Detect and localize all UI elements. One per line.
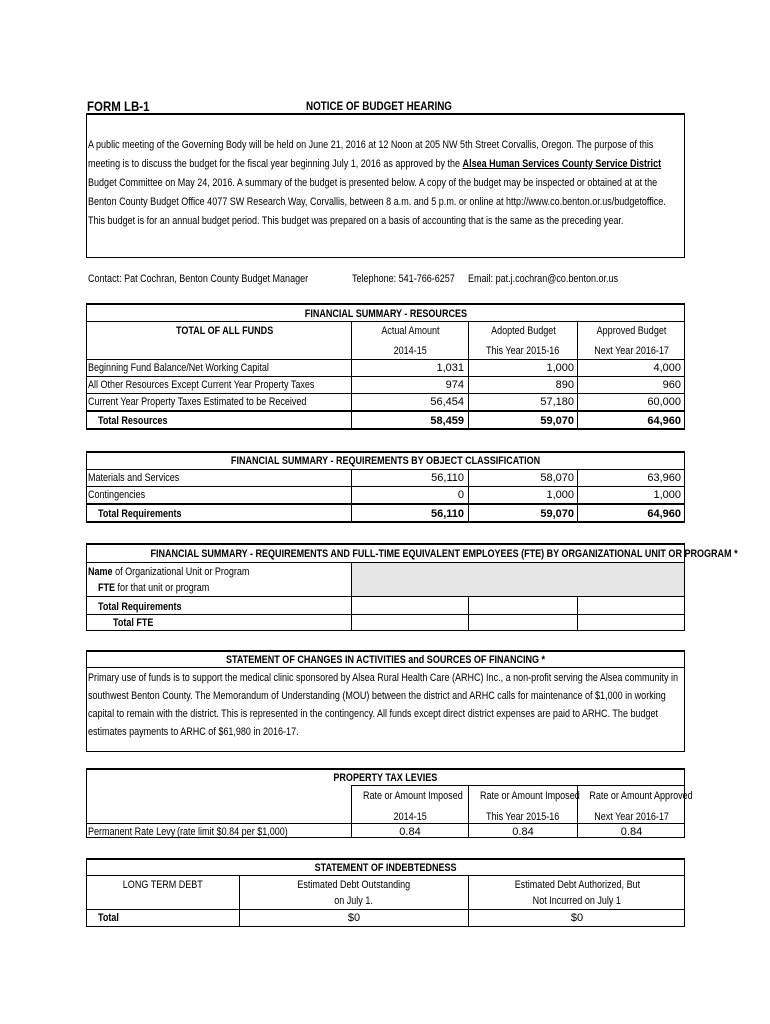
- requirement-row-value: 63,960: [647, 472, 681, 484]
- total-resources-value: 59,070: [540, 415, 574, 427]
- resources-title: FINANCIAL SUMMARY - RESOURCES: [304, 308, 467, 320]
- tax-col2-year: This Year 2015-16: [486, 811, 560, 823]
- resource-row-value: 57,180: [540, 396, 574, 408]
- resource-row-value: 1,000: [546, 362, 574, 374]
- changes-title: STATEMENT OF CHANGES IN ACTIVITIES and SOURCES OF FINANCING *: [225, 654, 546, 666]
- resource-row-value: 960: [662, 379, 681, 391]
- debt-total-label: Total: [98, 912, 119, 924]
- resource-row-label: Beginning Fund Balance/Net Working Capital: [88, 362, 269, 374]
- resource-row-value: 890: [555, 379, 574, 391]
- debt-row-header: LONG TERM DEBT: [122, 879, 203, 891]
- col-adopted-header: Adopted Budget: [490, 325, 556, 337]
- col-actual-header: Actual Amount: [380, 325, 440, 337]
- tax-title: PROPERTY TAX LEVIES: [333, 772, 438, 784]
- contact-phone: Telephone: 541-766-6257: [352, 273, 455, 285]
- notice-paragraph: A public meeting of the Governing Body will be held on June 21, 2016 at 12 Noon at 205 NW 5th Street Corvallis, Oregon. The purpose of this meeting is to discuss the budget for the fiscal year beginning July 1, 2016 as approved by the Alsea Human Services County Service District Budget Committee on May 24, 2016. A summary of the budget is presented below. A copy of the budget may be inspected or obtained at at the Benton County Budget Office 4077 SW Research Way, Corvallis, between 8 a.m. and 5 p.m. or online at http://www.co.benton.or.us/budgetoffice. This budget is for an annual budget period. This budget was prepared on a basis of accounting that is the same as the preceding year.: [88, 139, 666, 227]
- debt-col2-header: Estimated Debt Authorized, But: [514, 879, 640, 891]
- resource-row-label: Current Year Property Taxes Estimated to be Received: [88, 396, 307, 408]
- requirement-row-label: Materials and Services: [88, 472, 180, 484]
- col-approved-year: Next Year 2016-17: [594, 345, 669, 357]
- total-resources-value: 64,960: [647, 415, 681, 427]
- changes-text: Primary use of funds is to support the medical clinic sponsored by Alsea Rural Health Care (ARHC) Inc., a non-profit serving the Alsea community in southwest Benton County. The Memorandum of Understanding (MOU) between the district and ARHC calls for maintenance of $1,000 in working capital to remain with the district. This is represented in the contingency. All funds except direct district expenses are paid to ARHC. The budget estimates payments to ARHC of $61,980 in 2016-17.: [88, 672, 679, 738]
- requirement-row-value: 58,070: [540, 472, 574, 484]
- resource-row-value: 56,454: [430, 396, 464, 408]
- debt-value: $0: [347, 912, 361, 924]
- fte-total-fte: Total FTE: [113, 617, 154, 629]
- fte-total-requirements: Total Requirements: [98, 601, 182, 613]
- requirements-title: FINANCIAL SUMMARY - REQUIREMENTS BY OBJECT CLASSIFICATION: [230, 455, 541, 467]
- total-resources-label: Total Resources: [98, 415, 168, 427]
- tax-col1-year: 2014-15: [393, 811, 427, 823]
- requirement-row-value: 1,000: [653, 489, 681, 501]
- col-adopted-year: This Year 2015-16: [486, 345, 560, 357]
- total-resources-value: 58,459: [430, 415, 464, 427]
- total-requirements-value: 64,960: [647, 508, 681, 520]
- requirement-row-value: 1,000: [546, 489, 574, 501]
- debt-col1-header: Estimated Debt Outstanding: [297, 879, 411, 891]
- resources-row-header: TOTAL OF ALL FUNDS: [176, 325, 274, 337]
- tax-col3-header: Rate or Amount Approved: [589, 790, 693, 802]
- debt-col1-sub: on July 1.: [334, 895, 374, 907]
- resource-row-value: 1,031: [436, 362, 464, 374]
- resource-row-value: 60,000: [647, 396, 681, 408]
- debt-title: STATEMENT OF INDEBTEDNESS: [314, 862, 457, 874]
- total-requirements-value: 56,110: [430, 508, 464, 520]
- requirement-row-value: 0: [457, 489, 464, 501]
- col-approved-header: Approved Budget: [596, 325, 667, 337]
- fte-title: FINANCIAL SUMMARY - REQUIREMENTS AND FULL-TIME EQUIVALENT EMPLOYEES (FTE) BY ORGANIZATIONAL UNIT OR PROGRAM *: [150, 548, 738, 560]
- resource-row-value: 974: [445, 379, 464, 391]
- contact-person: Contact: Pat Cochran, Benton County Budget Manager: [88, 273, 309, 285]
- col-actual-year: 2014-15: [393, 345, 427, 357]
- tax-value: 0.84: [512, 826, 534, 838]
- total-requirements-value: 59,070: [540, 508, 574, 520]
- fte-name-label: Name of Organizational Unit or Program: [88, 566, 250, 578]
- fte-unit-label: FTE for that unit or program: [98, 582, 210, 594]
- requirement-row-label: Contingencies: [88, 489, 146, 501]
- tax-col2-header: Rate or Amount Imposed: [479, 790, 580, 802]
- requirement-row-value: 56,110: [431, 472, 464, 484]
- page-title: NOTICE OF BUDGET HEARING: [306, 99, 452, 113]
- total-requirements-label: Total Requirements: [98, 508, 182, 520]
- contact-email[interactable]: Email: pat.j.cochran@co.benton.or.us: [468, 273, 619, 285]
- tax-value: 0.84: [620, 826, 643, 838]
- debt-value: $0: [570, 912, 584, 924]
- district-name: Alsea Human Services County Service District: [462, 158, 662, 170]
- tax-row-label: Permanent Rate Levy: [88, 826, 176, 838]
- tax-row-note: (rate limit $0.84 per $1,000): [177, 826, 288, 838]
- resource-row-value: 4,000: [653, 362, 681, 374]
- tax-col1-header: Rate or Amount Imposed: [362, 790, 463, 802]
- form-id: FORM LB-1: [87, 98, 150, 114]
- tax-col3-year: Next Year 2016-17: [594, 811, 669, 823]
- tax-value: 0.84: [399, 826, 421, 838]
- resource-row-label: All Other Resources Except Current Year Property Taxes: [88, 379, 315, 391]
- debt-col2-sub: Not Incurred on July 1: [532, 895, 622, 907]
